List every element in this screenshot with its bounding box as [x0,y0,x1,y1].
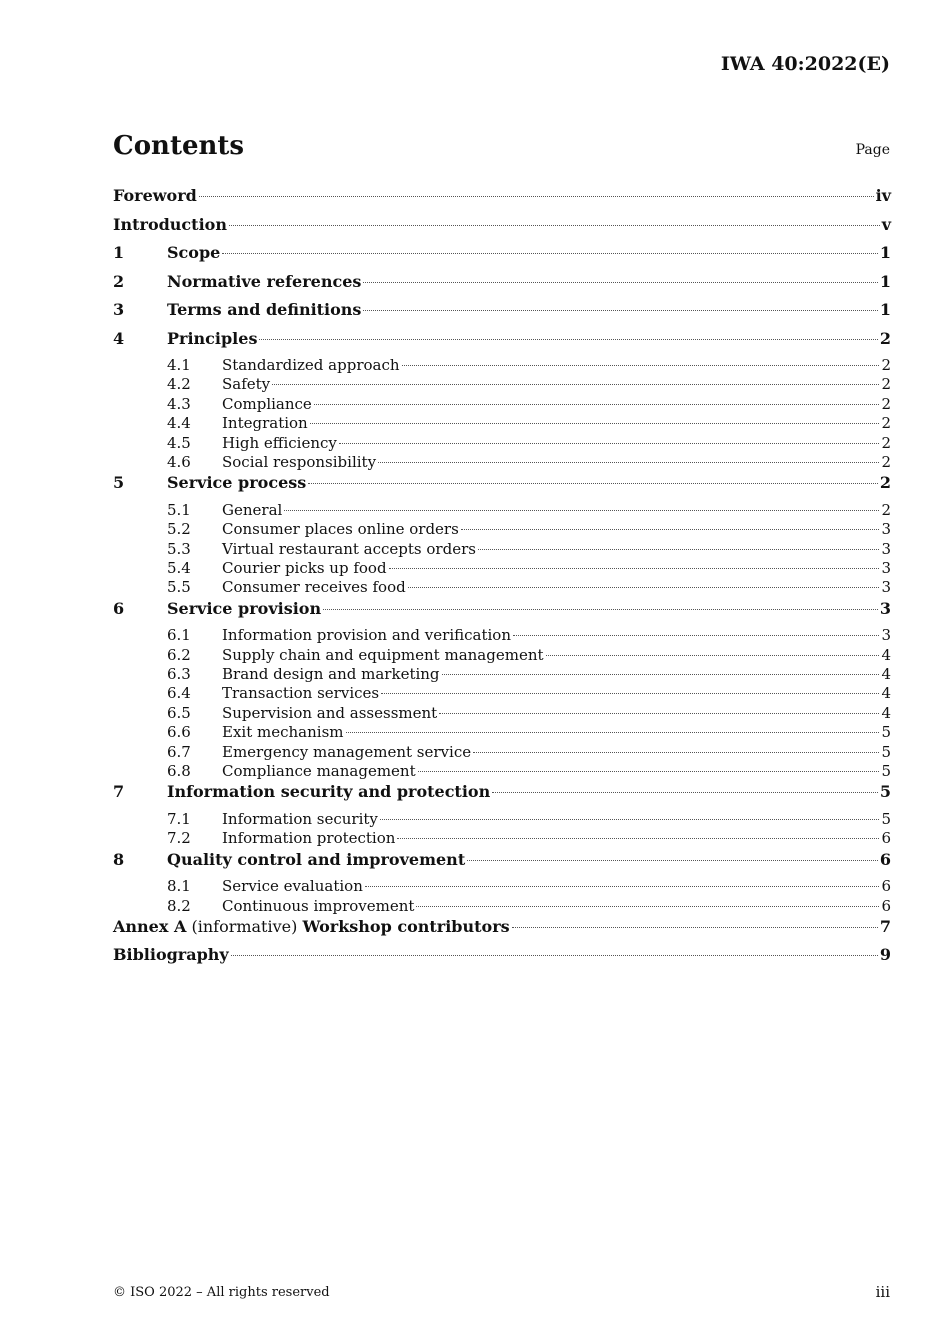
toc-entry-page: 2 [881,500,891,519]
toc-entry-page: 4 [881,665,891,684]
toc-entry-title-text: Quality control and improvement [167,849,466,869]
toc-entry-number: 1 [113,243,125,262]
toc-entry-page: 2 [881,433,891,452]
toc-entry-number: 7.2 [167,829,191,848]
dot-leader [402,364,880,366]
toc-entry-title-text: Information security and protection [167,782,491,802]
toc-entry-page: 1 [879,271,891,291]
toc-entry-page: 4 [881,684,891,703]
toc-entry-title-text: Annex A [113,916,187,936]
toc-entry-page: 3 [881,559,891,578]
toc-entry[interactable] [113,299,891,328]
toc-entry-page: 5 [881,723,891,742]
toc-entry-title [222,453,376,472]
dot-leader [512,926,878,928]
toc-entry[interactable] [113,214,891,243]
dot-leader [259,338,877,340]
toc-entry-title [222,743,471,762]
toc-entry-number: 5 [113,473,125,493]
toc-entry-number: 5.5 [167,578,191,597]
toc-entry-number: 6.5 [167,703,191,722]
page-number: iii [875,1283,890,1301]
toc-entry-page: 2 [881,356,891,374]
toc-entry-title-text: Exit mechanism [222,723,344,742]
dot-leader [231,954,878,956]
toc-entry-title-text: Normative references [167,271,362,291]
dot-leader [467,859,878,861]
toc-entry-title-text: Scope [167,243,221,262]
toc-entry-page: 2 [879,473,891,493]
toc-entry-title [167,299,361,321]
toc-entry-title [222,684,379,703]
toc-entry-number: 6.6 [167,723,191,742]
toc-entry-title-text: Social responsibility [222,452,377,471]
toc-entry-title [113,214,227,236]
toc-entry-title-text: Compliance [222,394,312,413]
toc-entry-title [222,897,414,916]
toc-entry-number: 5.3 [167,539,191,558]
toc-entry-title-text: Introduction [113,214,227,234]
toc-entry-title-text: Service evaluation [222,877,363,896]
toc-entry-title [222,829,395,848]
dot-leader [473,751,879,753]
table-of-contents [113,185,891,973]
toc-entry-title-qualifier: (informative) [186,916,303,936]
toc-entry-title-text: Safety [222,375,271,394]
toc-entry-title [222,501,282,520]
toc-entry-title-text: Supply chain and equipment management [222,645,544,664]
toc-entry-number: 4.5 [167,433,191,452]
toc-entry-page: 1 [879,243,891,262]
toc-entry-page: 2 [881,414,891,433]
toc-entry-title [113,185,197,207]
dot-leader [363,309,877,311]
toc-entry[interactable] [113,810,891,829]
toc-entry-number: 5.4 [167,559,191,578]
toc-entry-title [222,646,544,665]
toc-entry[interactable] [113,453,891,472]
toc-entry-number: 5.2 [167,520,191,539]
toc-entry[interactable] [113,916,891,945]
toc-entry-title [222,414,308,433]
toc-entry-number: 7 [113,782,125,802]
toc-entry[interactable] [113,472,891,501]
toc-entry-title-text: Information security [222,809,378,828]
dot-leader [439,712,879,714]
toc-entry[interactable] [113,684,891,703]
dot-leader [408,586,880,588]
toc-entry[interactable] [113,944,891,973]
toc-entry-title [222,395,312,414]
toc-entry[interactable] [113,704,891,723]
toc-entry[interactable] [113,242,891,271]
toc-entry-number: 6.2 [167,645,191,664]
toc-entry-page: 7 [879,916,891,936]
toc-entry-title [222,520,459,539]
toc-entry[interactable] [113,762,891,781]
dot-leader [442,673,880,675]
toc-entry-title [222,810,378,829]
toc-entry-page: 1 [879,300,891,319]
toc-entry-title [167,781,490,803]
toc-entry[interactable] [113,271,891,300]
toc-entry-title-text: Service process [167,473,307,493]
toc-entry[interactable] [113,626,891,645]
toc-entry-page: 2 [881,375,891,394]
dot-leader [346,731,880,733]
toc-entry-page: 4 [881,703,891,722]
dot-leader [546,654,880,656]
dot-leader [229,224,880,226]
dot-leader [378,461,879,463]
dot-leader [339,442,880,444]
dot-leader [513,634,879,636]
toc-entry-title-text: Standardized approach [222,356,400,374]
toc-entry-title [222,626,511,645]
toc-entry-page: 2 [879,328,891,348]
toc-entry-title [222,356,400,375]
toc-entry-title-text: High efficiency [222,433,337,452]
toc-entry-page: 2 [881,394,891,413]
document-identifier: IWA 40:2022(E) [720,53,890,75]
toc-entry-title [222,704,437,723]
toc-entry[interactable] [113,559,891,578]
toc-entry-title-text: Information protection [222,829,396,848]
toc-entry[interactable] [113,395,891,414]
toc-entry-title [167,472,306,494]
dot-leader [461,528,880,530]
toc-entry[interactable] [113,665,891,684]
dot-leader [492,791,878,793]
toc-entry[interactable] [113,849,891,878]
toc-entry-title [222,723,344,742]
toc-entry-number: 6.4 [167,684,191,703]
dot-leader [308,482,878,484]
toc-entry[interactable] [113,328,891,357]
toc-entry-title [222,559,387,578]
toc-entry-number: 6 [113,598,125,618]
toc-entry-number: 4.2 [167,375,191,394]
toc-entry-title-text: Service provision [167,598,322,618]
toc-entry-title [167,598,321,620]
toc-entry-page: 3 [881,578,891,597]
toc-entry[interactable] [113,877,891,896]
toc-entry[interactable] [113,743,891,762]
dot-leader [314,403,880,405]
toc-entry-number: 8.2 [167,896,191,915]
toc-entry-number: 6.7 [167,742,191,761]
toc-entry-title-tail: Workshop contributors [302,916,510,936]
toc-entry-page: 3 [881,520,891,539]
toc-entry-page: 6 [881,877,891,896]
toc-entry-number: 6.8 [167,762,191,781]
toc-entry-title-text: Consumer receives food [222,578,406,597]
toc-entry-title-text: Information provision and verification [222,626,511,645]
toc-entry[interactable] [113,829,891,848]
toc-entry-title-text: Virtual restaurant accepts orders [222,539,476,558]
toc-entry-title [222,578,406,597]
dot-leader [222,252,878,254]
toc-entry-page: 6 [881,829,891,848]
toc-entry-number: 8.1 [167,877,191,896]
dot-leader [478,548,880,550]
page-column-label: Page [855,142,890,158]
toc-entry-page: 5 [881,742,891,761]
toc-entry-page: 6 [881,896,891,915]
toc-entry-page: 6 [879,849,891,869]
toc-entry-number: 5.1 [167,500,191,519]
toc-entry[interactable] [113,414,891,433]
toc-entry[interactable] [113,646,891,665]
toc-entry-title [113,916,510,938]
toc-entry-title [222,375,270,394]
toc-entry-title-text: General [222,500,283,519]
toc-entry-page: 5 [879,782,891,802]
toc-entry-title [222,434,337,453]
toc-entry-title [167,271,361,293]
toc-entry-page: iv [875,186,891,205]
toc-entry-number: 2 [113,271,125,291]
toc-entry[interactable] [113,578,891,597]
toc-entry-title-text: Courier picks up food [222,559,387,578]
toc-entry-page: 3 [881,539,891,558]
toc-entry-title [167,328,257,350]
toc-entry-page: 9 [879,945,891,965]
toc-entry-page: 2 [881,452,891,471]
dot-leader [323,608,878,610]
toc-entry-title-text: Continuous improvement [222,896,415,915]
toc-entry[interactable] [113,723,891,742]
toc-entry-title [222,540,476,559]
toc-entry-title-text: Compliance management [222,762,416,781]
dot-leader [380,818,880,820]
dot-leader [381,692,879,694]
toc-entry[interactable] [113,375,891,394]
dot-leader [284,509,879,511]
toc-entry-page: v [881,214,891,234]
toc-entry-page: 3 [881,626,891,645]
toc-entry-number: 7.1 [167,809,191,828]
toc-entry-page: 5 [881,809,891,828]
toc-entry-number: 3 [113,300,125,319]
toc-entry-title [222,877,363,896]
toc-entry-number: 6.3 [167,665,191,684]
toc-entry-title-text: Brand design and marketing [222,665,440,684]
toc-entry-title [167,242,220,264]
toc-entry-number: 4.3 [167,394,191,413]
toc-entry[interactable] [113,897,891,916]
dot-leader [365,885,880,887]
toc-entry-title-text: Consumer places online orders [222,520,459,539]
toc-entry-title-text: Emergency management service [222,742,472,761]
toc-entry-page: 3 [879,598,891,618]
toc-entry-number: 4.4 [167,414,191,433]
toc-entry-title-text: Transaction services [222,684,380,703]
toc-entry[interactable] [113,434,891,453]
toc-entry-title-text: Terms and definitions [167,300,362,319]
toc-entry-title-text: Principles [167,328,258,348]
toc-entry-title [222,762,416,781]
dot-leader [363,281,877,283]
toc-entry-title-text: Integration [222,414,308,433]
toc-entry-number: 4.1 [167,356,191,374]
toc-entry-title-text: Supervision and assessment [222,703,438,722]
toc-entry[interactable] [113,520,891,539]
toc-entry[interactable] [113,501,891,520]
toc-entry-page: 4 [881,645,891,664]
toc-entry-number: 4.6 [167,452,191,471]
toc-entry-title-text: Foreword [113,186,197,205]
dot-leader [199,195,874,197]
toc-entry[interactable] [113,540,891,559]
copyright-notice: © ISO 2022 – All rights reserved [113,1285,330,1300]
page-title: Contents [113,131,245,161]
toc-entry-title-text: Bibliography [113,945,229,965]
toc-entry[interactable] [113,356,891,375]
toc-entry-title [113,944,229,966]
dot-leader [310,422,880,424]
toc-entry[interactable] [113,781,891,810]
toc-entry-page: 5 [881,762,891,781]
toc-entry[interactable] [113,185,891,214]
toc-entry[interactable] [113,598,891,627]
toc-entry-number: 8 [113,849,125,869]
toc-entry-number: 4 [113,328,125,348]
toc-entry-title [222,665,440,684]
dot-leader [272,383,879,385]
dot-leader [389,567,880,569]
toc-entry-number: 6.1 [167,626,191,645]
dot-leader [418,770,880,772]
dot-leader [416,905,879,907]
dot-leader [397,837,879,839]
toc-entry-title [167,849,465,871]
